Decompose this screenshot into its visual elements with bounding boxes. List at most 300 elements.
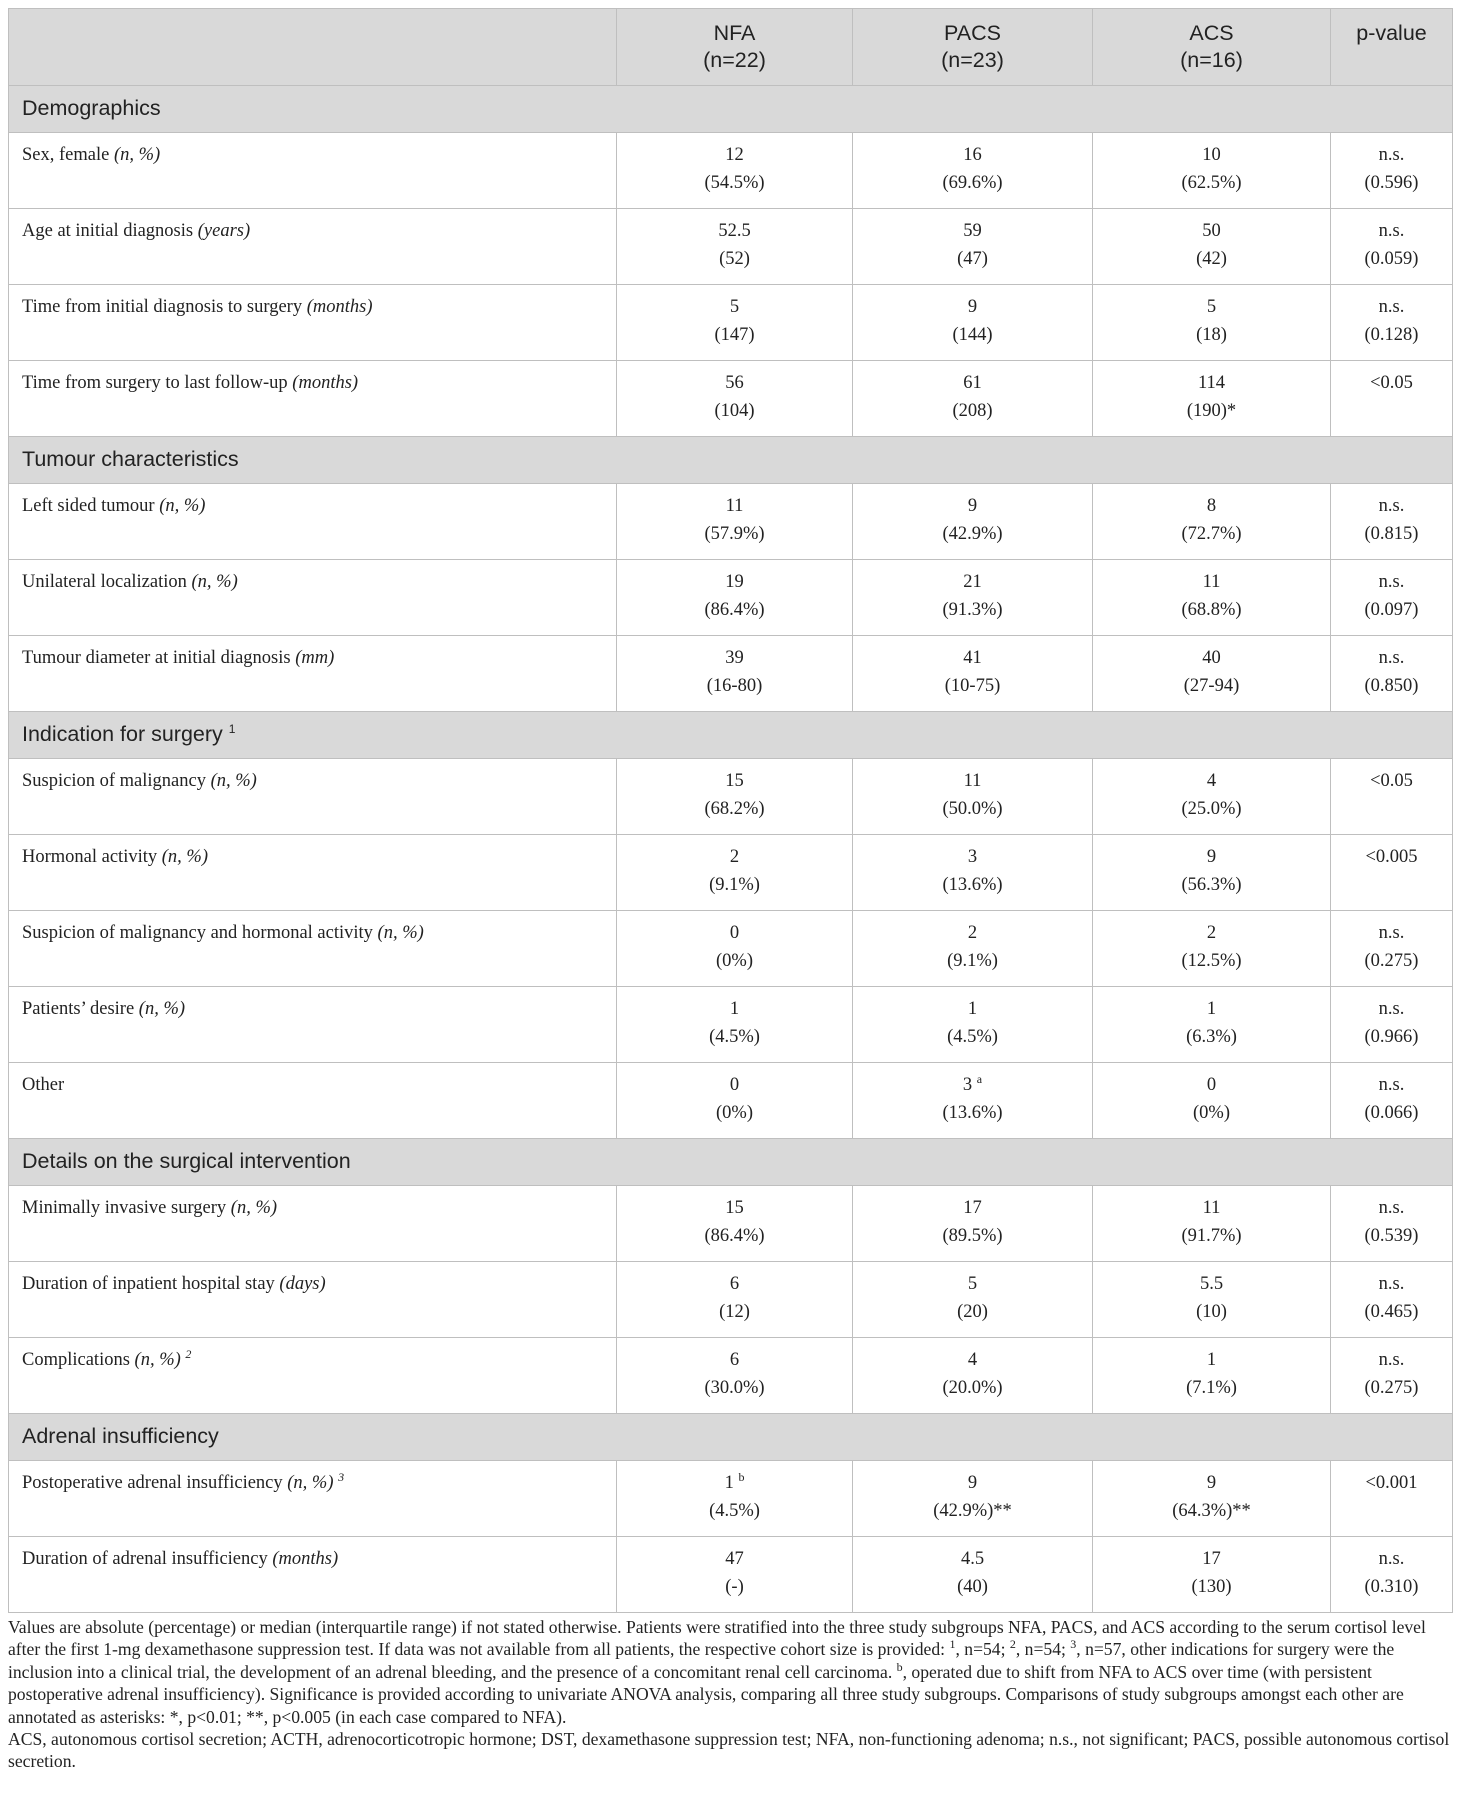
row-label-text: Other [22, 1075, 65, 1095]
row-unit: (n, %) [377, 923, 424, 943]
row-unit: (n, %) [134, 1350, 186, 1370]
cell-pacs [853, 1537, 1093, 1613]
cell-detail: (144) [952, 324, 993, 345]
header-nfa-label: NFA [713, 21, 756, 45]
cell-acs [1093, 1063, 1331, 1139]
cell-value: <0.05 [1370, 373, 1413, 393]
cell-acs [1093, 285, 1331, 361]
cell-value: 5.5 [1199, 1274, 1224, 1294]
cell-detail: (0.539) [1364, 1225, 1419, 1246]
cell-detail: (0.275) [1364, 950, 1419, 971]
cell-value: 1 [967, 999, 978, 1019]
cell-acs [1093, 560, 1331, 636]
footnote-text: , n=57, other indications for surgery were the inclusion into a clinical trial, the development of an adrenal bleeding, and the presence of a concomitant renal cell carcinoma. [8, 1639, 1395, 1682]
cell-value: 8 [1206, 496, 1217, 516]
cell-value: 1 [724, 1473, 739, 1493]
row-label-text: Suspicion of malignancy and hormonal activity [22, 923, 378, 943]
cell-detail: (42.9%)** [933, 1500, 1012, 1521]
cell-detail: (4.5%) [709, 1500, 760, 1521]
row-label-text: Time from surgery to last follow-up [22, 373, 293, 393]
cell-value: 15 [725, 1198, 744, 1218]
cell-detail: (40) [957, 1576, 988, 1597]
footnote-marker: 2 [185, 1346, 192, 1361]
cell-p-value [1331, 835, 1453, 911]
cell-acs [1093, 1537, 1331, 1613]
section-title-text: Demographics [22, 96, 161, 120]
cell-pacs [853, 1186, 1093, 1262]
cell-value: 52.5 [718, 221, 751, 241]
cell-value: <0.001 [1365, 1473, 1418, 1493]
row-label [9, 560, 617, 636]
cell-value: 47 [725, 1549, 744, 1569]
header-nfa [617, 9, 853, 86]
row-label-text: Time from initial diagnosis to surgery [22, 297, 307, 317]
row-label-text: Duration of inpatient hospital stay [22, 1274, 280, 1294]
cell-value: 0 [1206, 1075, 1217, 1095]
cell-pacs [853, 987, 1093, 1063]
cell-value: 10 [1202, 145, 1221, 165]
table-row [9, 987, 1453, 1063]
cell-acs [1093, 361, 1331, 437]
cell-detail: (27-94) [1183, 675, 1240, 696]
cell-detail: (9.1%) [947, 950, 998, 971]
cell-detail: (89.5%) [942, 1225, 1003, 1246]
cell-detail: (0%) [716, 1102, 753, 1123]
cell-pacs [853, 1262, 1093, 1338]
row-label [9, 1461, 617, 1537]
cell-value: 56 [725, 373, 744, 393]
cell-value: n.s. [1378, 1198, 1405, 1218]
cell-detail: (50.0%) [942, 798, 1003, 819]
cell-value: n.s. [1378, 145, 1405, 165]
cell-value: 9 [967, 297, 978, 317]
row-label [9, 1537, 617, 1613]
cell-value: 16 [963, 145, 982, 165]
row-label-text: Unilateral localization [22, 572, 192, 592]
header-blank [9, 9, 617, 86]
cell-nfa [617, 987, 853, 1063]
table-row [9, 209, 1453, 285]
cell-acs [1093, 1186, 1331, 1262]
cell-value: 4 [1206, 771, 1217, 791]
cell-nfa [617, 1262, 853, 1338]
cell-value: 19 [725, 572, 744, 592]
cell-detail: (62.5%) [1181, 172, 1242, 193]
row-unit: (n, %) [191, 572, 238, 592]
cell-p-value [1331, 1186, 1453, 1262]
cell-acs [1093, 636, 1331, 712]
cell-value: 5 [967, 1274, 978, 1294]
cell-detail: (12.5%) [1181, 950, 1242, 971]
section-header-row [9, 712, 1453, 759]
cell-detail: (56.3%) [1181, 874, 1242, 895]
cell-detail: (13.6%) [942, 874, 1003, 895]
cell-detail: (0.966) [1364, 1026, 1419, 1047]
cell-value: 59 [963, 221, 982, 241]
cell-nfa [617, 835, 853, 911]
cell-value: 50 [1202, 221, 1221, 241]
cell-acs [1093, 1461, 1331, 1537]
table-row [9, 1461, 1453, 1537]
cell-pacs [853, 484, 1093, 560]
cell-detail: (25.0%) [1181, 798, 1242, 819]
cell-detail: (0.097) [1364, 599, 1419, 620]
row-label [9, 209, 617, 285]
row-label-text: Left sided tumour [22, 496, 160, 516]
cell-detail: (10) [1196, 1301, 1227, 1322]
cell-detail: (16-80) [706, 675, 763, 696]
section-title-text: Details on the surgical intervention [22, 1149, 351, 1173]
cell-detail: (54.5%) [704, 172, 765, 193]
cell-detail: (7.1%) [1186, 1377, 1237, 1398]
cell-pacs [853, 1338, 1093, 1414]
cell-detail: (208) [952, 400, 993, 421]
footnote-marker: 3 [338, 1469, 345, 1484]
row-label [9, 1338, 617, 1414]
cell-value: 1 [729, 999, 740, 1019]
table-row [9, 361, 1453, 437]
cell-acs [1093, 911, 1331, 987]
cell-nfa [617, 1537, 853, 1613]
section-header-row [9, 1414, 1453, 1461]
cell-value: 114 [1197, 373, 1226, 393]
footnote-text: , n=54; [1015, 1639, 1071, 1660]
cell-value: 39 [725, 648, 744, 668]
cell-value: n.s. [1378, 572, 1405, 592]
cell-value: 15 [725, 771, 744, 791]
cell-nfa [617, 636, 853, 712]
header-nfa-count: (n=22) [703, 48, 766, 72]
cell-value: 17 [963, 1198, 982, 1218]
cell-nfa [617, 361, 853, 437]
header-pacs-label: PACS [944, 21, 1001, 45]
cell-detail: (4.5%) [947, 1026, 998, 1047]
results-table [8, 8, 1453, 1613]
cell-p-value [1331, 484, 1453, 560]
cell-value: 11 [1202, 572, 1221, 592]
cell-nfa [617, 285, 853, 361]
table-row [9, 133, 1453, 209]
table-row [9, 911, 1453, 987]
cell-value: 4.5 [960, 1549, 985, 1569]
cell-detail: (130) [1191, 1576, 1232, 1597]
cell-detail: (147) [714, 324, 755, 345]
cell-detail: (47) [957, 248, 988, 269]
section-title [9, 712, 1453, 759]
section-title-text: Adrenal insufficiency [22, 1424, 219, 1448]
header-pacs-count: (n=23) [941, 48, 1004, 72]
row-label-text: Hormonal activity [22, 847, 162, 867]
table-row [9, 835, 1453, 911]
section-title [9, 86, 1453, 133]
cell-p-value [1331, 1063, 1453, 1139]
table-row [9, 759, 1453, 835]
cell-detail: (91.3%) [942, 599, 1003, 620]
row-unit: (months) [306, 297, 373, 317]
cell-nfa [617, 1461, 853, 1537]
cell-value: 0 [729, 923, 740, 943]
cell-pacs [853, 285, 1093, 361]
section-title-text: Indication for surgery [22, 722, 229, 746]
cell-detail: (0.596) [1364, 172, 1419, 193]
section-title-text: Tumour characteristics [22, 447, 239, 471]
cell-p-value [1331, 1262, 1453, 1338]
cell-p-value [1331, 133, 1453, 209]
row-label-text: Patients’ desire [22, 999, 139, 1019]
cell-value: 9 [1206, 847, 1217, 867]
cell-acs [1093, 835, 1331, 911]
row-label [9, 1063, 617, 1139]
row-unit: (n, %) [161, 847, 208, 867]
row-label [9, 285, 617, 361]
cell-p-value [1331, 1461, 1453, 1537]
cell-value: n.s. [1378, 221, 1405, 241]
row-unit: (n, %) [230, 1198, 278, 1218]
cell-detail: (91.7%) [1181, 1225, 1242, 1246]
cell-acs [1093, 209, 1331, 285]
table-row [9, 1063, 1453, 1139]
footnote-marker: 1 [228, 721, 236, 736]
cell-value: n.s. [1378, 1274, 1405, 1294]
cell-pacs [853, 1461, 1093, 1537]
cell-p-value [1331, 911, 1453, 987]
cell-value: 6 [729, 1350, 740, 1370]
cell-value: 1 [1206, 999, 1217, 1019]
cell-pacs [853, 560, 1093, 636]
cell-value: n.s. [1378, 1549, 1405, 1569]
cell-acs [1093, 1338, 1331, 1414]
cell-detail: (10-75) [944, 675, 1001, 696]
footnote-marker: 2 [1009, 1637, 1016, 1652]
cell-value: n.s. [1378, 297, 1405, 317]
cell-p-value [1331, 636, 1453, 712]
cell-detail: (18) [1196, 324, 1227, 345]
footnote-marker: b [738, 1469, 745, 1484]
cell-value: <0.005 [1365, 847, 1418, 867]
cell-detail: (0.465) [1364, 1301, 1419, 1322]
cell-p-value [1331, 759, 1453, 835]
cell-pacs [853, 835, 1093, 911]
cell-value: 5 [1206, 297, 1217, 317]
cell-detail: (190)* [1186, 400, 1237, 421]
document [8, 8, 1452, 1773]
header-acs [1093, 9, 1331, 86]
cell-detail: (57.9%) [704, 523, 765, 544]
cell-detail: (52) [719, 248, 750, 269]
header-p-value [1331, 9, 1453, 86]
cell-p-value [1331, 1537, 1453, 1613]
row-label-text: Minimally invasive surgery [22, 1198, 231, 1218]
cell-detail: (69.6%) [942, 172, 1003, 193]
cell-detail: (4.5%) [709, 1026, 760, 1047]
cell-value: 3 [962, 1075, 977, 1095]
footnote-marker: 3 [1070, 1637, 1077, 1652]
cell-value: 12 [725, 145, 744, 165]
cell-detail: (-) [725, 1576, 744, 1597]
table-row [9, 285, 1453, 361]
cell-pacs [853, 133, 1093, 209]
row-unit: (n, %) [210, 771, 257, 791]
cell-value: 17 [1202, 1549, 1221, 1569]
row-label-text: Duration of adrenal insufficiency [22, 1549, 273, 1569]
section-header-row [9, 1139, 1453, 1186]
row-label [9, 911, 617, 987]
cell-detail: (9.1%) [709, 874, 760, 895]
footnote-marker: a [976, 1071, 983, 1086]
cell-p-value [1331, 560, 1453, 636]
cell-value: 61 [963, 373, 982, 393]
cell-detail: (0.850) [1364, 675, 1419, 696]
header-pacs [853, 9, 1093, 86]
cell-value: 4 [967, 1350, 978, 1370]
row-unit: (n, %) [159, 496, 206, 516]
cell-value: 0 [729, 1075, 740, 1095]
cell-detail: (64.3%)** [1172, 1500, 1251, 1521]
cell-value: n.s. [1378, 999, 1405, 1019]
cell-value: n.s. [1378, 1350, 1405, 1370]
cell-value: 21 [963, 572, 982, 592]
cell-value: 6 [729, 1274, 740, 1294]
table-row [9, 1537, 1453, 1613]
table-row [9, 484, 1453, 560]
table-body [9, 86, 1453, 1613]
row-label [9, 636, 617, 712]
cell-detail: (0.059) [1364, 248, 1419, 269]
cell-value: 11 [725, 496, 744, 516]
row-label [9, 835, 617, 911]
footnote-text: Values are absolute (percentage) or median (interquartile range) if not stated otherwise. Patients were stratified into the three study subgroups NFA, PACS, and ACS according to the serum cortisol level after the first 1-mg dexamethasone suppression test. If data was not available from all patients, the respective cohort size is provided: [8, 1617, 1426, 1660]
cell-detail: (20) [957, 1301, 988, 1322]
cell-pacs [853, 361, 1093, 437]
cell-nfa [617, 911, 853, 987]
cell-detail: (42) [1196, 248, 1227, 269]
cell-nfa [617, 209, 853, 285]
row-label-text: Tumour diameter at initial diagnosis [22, 648, 296, 668]
cell-nfa [617, 560, 853, 636]
cell-detail: (68.2%) [704, 798, 765, 819]
table-row [9, 1338, 1453, 1414]
cell-nfa [617, 1186, 853, 1262]
cell-acs [1093, 1262, 1331, 1338]
cell-value: 9 [967, 496, 978, 516]
cell-value: 11 [1202, 1198, 1221, 1218]
cell-detail: (0.275) [1364, 1377, 1419, 1398]
cell-detail: (86.4%) [704, 1225, 765, 1246]
footnote-marker: 1 [949, 1637, 956, 1652]
row-unit: (days) [279, 1274, 326, 1294]
row-unit: (n, %) [138, 999, 186, 1019]
cell-pacs [853, 209, 1093, 285]
cell-detail: (30.0%) [704, 1377, 765, 1398]
row-label [9, 361, 617, 437]
cell-value: 1 [1206, 1350, 1217, 1370]
footnote-text: , n=54; [955, 1639, 1010, 1660]
header-p-value-label: p-value [1356, 21, 1427, 45]
section-title [9, 1414, 1453, 1461]
cell-detail: (42.9%) [942, 523, 1003, 544]
cell-p-value [1331, 987, 1453, 1063]
row-label [9, 133, 617, 209]
table-row [9, 560, 1453, 636]
footnote-methods [8, 1616, 1452, 1728]
cell-value: 40 [1202, 648, 1221, 668]
cell-acs [1093, 987, 1331, 1063]
footnote-marker: b [896, 1659, 903, 1674]
row-label [9, 1262, 617, 1338]
row-label [9, 987, 617, 1063]
cell-value: 2 [967, 923, 978, 943]
row-label [9, 1186, 617, 1262]
cell-value: 3 [967, 847, 978, 867]
cell-acs [1093, 759, 1331, 835]
cell-value: 11 [963, 771, 982, 791]
section-title [9, 437, 1453, 484]
cell-nfa [617, 484, 853, 560]
cell-detail: (13.6%) [942, 1102, 1003, 1123]
cell-detail: (20.0%) [942, 1377, 1003, 1398]
table-row [9, 636, 1453, 712]
cell-pacs [853, 636, 1093, 712]
cell-detail: (104) [714, 400, 755, 421]
cell-nfa [617, 1063, 853, 1139]
cell-detail: (0.066) [1364, 1102, 1419, 1123]
cell-p-value [1331, 361, 1453, 437]
cell-value: 2 [729, 847, 740, 867]
cell-value: n.s. [1378, 923, 1405, 943]
cell-value: 5 [729, 297, 740, 317]
cell-acs [1093, 484, 1331, 560]
cell-p-value [1331, 209, 1453, 285]
cell-value: 9 [1206, 1473, 1217, 1493]
cell-pacs [853, 759, 1093, 835]
cell-detail: (86.4%) [704, 599, 765, 620]
row-unit: (n, %) [287, 1473, 339, 1493]
footnote-text: , operated due to shift from NFA to ACS over time (with persistent postoperative adrenal insufficiency). Significance is provided according to univariate ANOVA analysis, comparing all three study subgroups. Comparisons of study subgroups amongst each other are annotated as asterisks: *, p<0.01; **, p<0.005 (in each case compared to NFA). [8, 1661, 1404, 1727]
cell-detail: (0%) [1193, 1102, 1230, 1123]
cell-nfa [617, 133, 853, 209]
cell-acs [1093, 133, 1331, 209]
cell-value: 2 [1206, 923, 1217, 943]
cell-pacs [853, 911, 1093, 987]
cell-detail: (0%) [716, 950, 753, 971]
row-label [9, 484, 617, 560]
cell-value: <0.05 [1370, 771, 1413, 791]
table-row [9, 1262, 1453, 1338]
cell-p-value [1331, 1338, 1453, 1414]
section-header-row [9, 86, 1453, 133]
row-label-text: Suspicion of malignancy [22, 771, 211, 791]
row-label-text: Postoperative adrenal insufficiency [22, 1473, 288, 1493]
cell-pacs [853, 1063, 1093, 1139]
cell-detail: (6.3%) [1186, 1026, 1237, 1047]
table-header-row [9, 9, 1453, 86]
row-unit: (months) [292, 373, 359, 393]
section-title [9, 1139, 1453, 1186]
cell-p-value [1331, 285, 1453, 361]
header-acs-count: (n=16) [1180, 48, 1243, 72]
row-label-text: Age at initial diagnosis [22, 221, 198, 241]
row-label [9, 759, 617, 835]
cell-detail: (72.7%) [1181, 523, 1242, 544]
cell-detail: (12) [719, 1301, 750, 1322]
cell-value: 9 [967, 1473, 978, 1493]
row-label-text: Complications [22, 1350, 135, 1370]
cell-nfa [617, 1338, 853, 1414]
header-acs-label: ACS [1189, 21, 1234, 45]
cell-detail: (68.8%) [1181, 599, 1242, 620]
row-unit: (months) [272, 1549, 339, 1569]
cell-value: n.s. [1378, 1075, 1405, 1095]
